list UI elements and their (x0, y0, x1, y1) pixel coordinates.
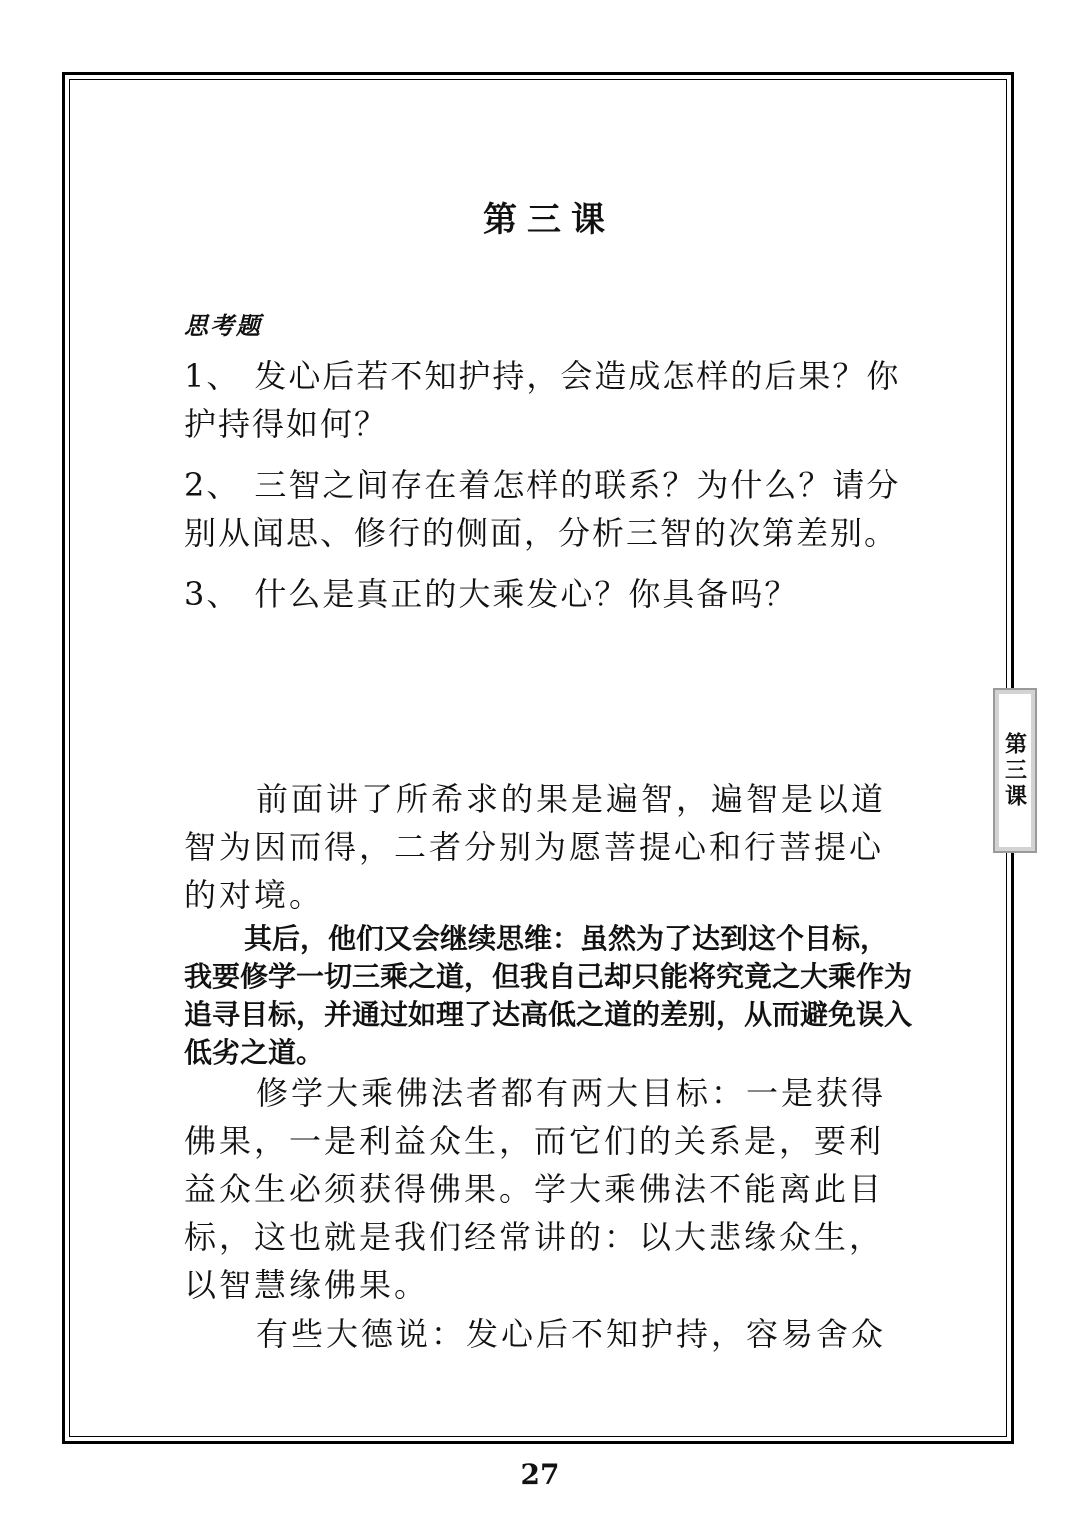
section-label-questions: 思考题 (184, 311, 262, 340)
chapter-side-tab-label: 第三课 (1001, 731, 1028, 810)
question-item (184, 352, 914, 448)
question-text: 什么是真正的大乘发心？你具备吗？ (254, 575, 799, 613)
body-paragraph: 有些大德说：发心后不知护持，容易舍众 (256, 1315, 887, 1353)
question-number: 2、 (184, 466, 241, 504)
lesson-title: 第三课 (483, 200, 615, 240)
page-number: 27 (520, 1458, 560, 1491)
question-item (184, 461, 914, 557)
question-item (184, 570, 914, 618)
question-text: 三智之间存在着怎样的联系？为什么？请分别从闻思、修行的侧面，分析三智的次第差别。 (184, 466, 901, 552)
body-paragraph-highlight: 其后，他们又会继续思维：虽然为了达到这个目标，我要修学一切三乘之道，但我自己却只能将究竟之大乘作为追寻目标，并通过如理了达高低之道的差别，从而避免误入低劣之道。 (184, 922, 913, 1069)
body-paragraph: 前面讲了所希求的果是遍智，遍智是以道智为因而得，二者分别为愿菩提心和行菩提心的对境。 (184, 780, 887, 914)
question-number: 3、 (184, 575, 241, 613)
question-number: 1、 (184, 357, 241, 395)
question-list (184, 352, 914, 631)
body-paragraph: 修学大乘佛法者都有两大目标：一是获得佛果，一是利益众生，而它们的关系是，要利益众生必须获得佛果。学大乘佛法不能离此目标，这也就是我们经常讲的：以大悲缘众生，以智慧缘佛果。 (184, 1074, 887, 1304)
chapter-side-tab (993, 688, 1037, 853)
question-text: 发心后若不知护持，会造成怎样的后果？你护持得如何？ (184, 357, 901, 443)
